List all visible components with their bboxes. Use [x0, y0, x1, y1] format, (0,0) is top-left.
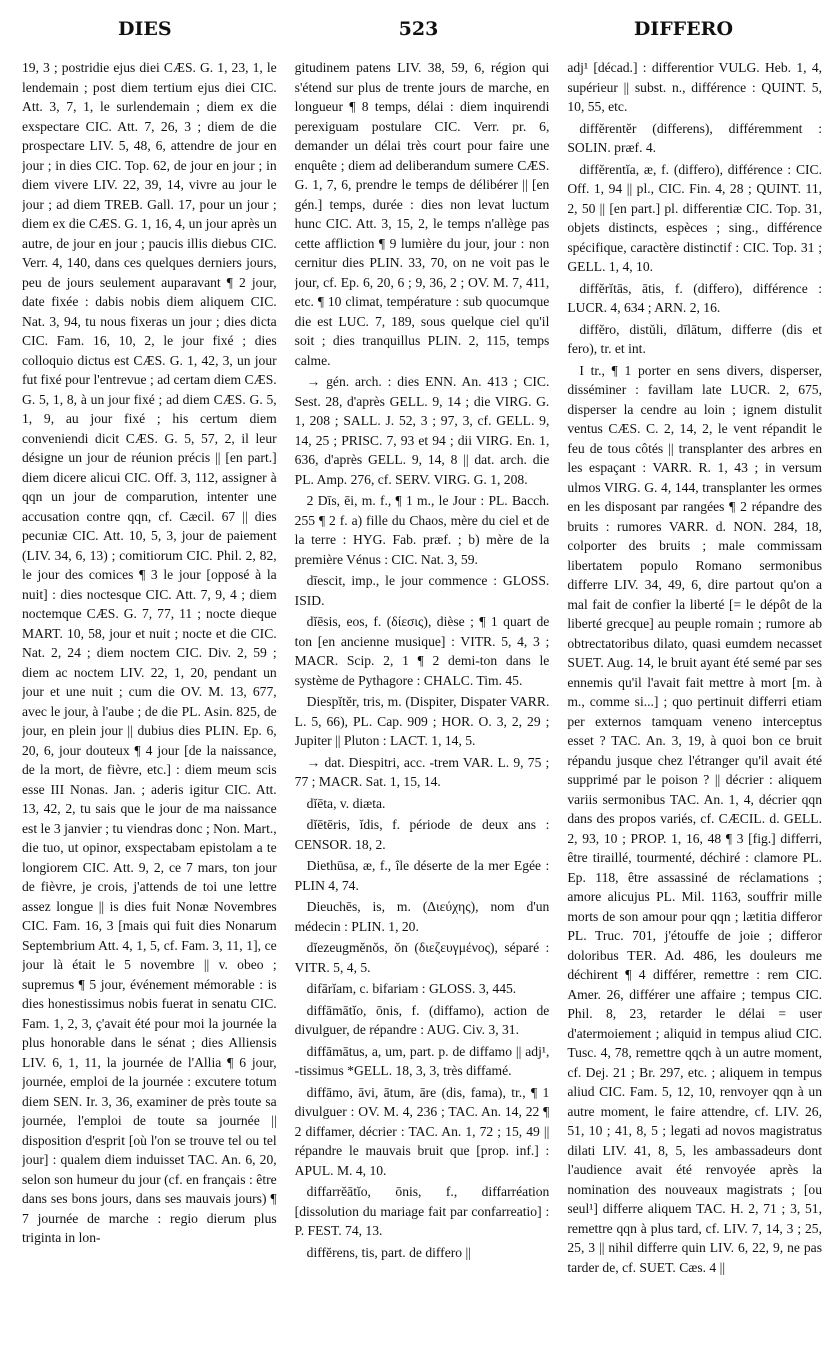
entry-dieuches: Dieuchēs, is, m. (Διεύχης), nom d'un médecin : PLIN. 1, 20. — [294, 899, 550, 934]
column-right — [567, 58, 822, 1358]
entry-differo: diffĕro, distŭli, dīlātum, differre (dis et fero), tr. et int. — [567, 321, 823, 356]
entry-dies-2: 2 Dīs, ēi, m. f., ¶ 1 m., le Jour : PL. Bacch. 255 ¶ 2 f. a) fille du Chaos, mère du ciel et de la terre : HYG. Fab. præf. ; b) mère de la première Vénus : CIC. Nat. 3, 59. — [294, 493, 550, 567]
page-number: 523 — [398, 18, 439, 40]
entry-text: → dat. Diespitri, acc. -trem VAR. L. 9, 75 ; 77 ; MACR. Sat. 1, 15, 14. — [294, 754, 550, 789]
header-right-guide-word: DIFFERO — [633, 18, 733, 40]
header-left-guide-word: DIES — [118, 18, 172, 40]
entry-text: adj¹ [décad.] : differentior VULG. Heb. 1, 4, supérieur || subst. n., différence : QUINT. 5, 10, 55, etc. — [567, 60, 823, 114]
entry-difariam: difārĭam, c. bifariam : GLOSS. 3, 445. — [306, 981, 517, 996]
entry-differens: diffĕrens, tis, part. de differo || — [306, 1244, 471, 1260]
entry-diescit: dīescit, imp., le jour commence : GLOSS. ISID. — [294, 573, 550, 608]
entry-diffarreatio: diffarrĕātĭo, ōnis, f., diffarréation [dissolution du mariage fait par confarreatio] : P. FEST. 74, 13. — [294, 1184, 550, 1238]
entry-diffamo: diffāmo, āvi, ātum, āre (dis, fama), tr., ¶ 1 divulguer : OV. M. 4, 236 ; TAC. An. 14, 22 ¶ 2 diffamer, décrier : TAC. An. 1, 72 ; 15, 49 || répandre le mauvais bruit que [prop. inf.] : APUL. M. 4, 10. — [294, 1084, 550, 1178]
running-header — [0, 18, 837, 48]
entry-diezeugmenos: dĭezeugmĕnŏs, ŏn (διεζευγμένος), séparé : VITR. 5, 4, 5. — [294, 940, 550, 975]
entry-differo-sense-i: I tr., ¶ 1 porter en sens divers, disperser, disséminer : favillam late LUCR. 2, 675, disperser la cendre au loin ; ignem distulit ventus CÆS. C. 2, 14, 2, le vent répandit le feu de tous côtés || transplanter des arbres en les espaçant : VARR. R. 1, 43 ; in versum ulmos VIRG. G. 4, 144, transplanter les ormes en les disposant par rangées ¶ 2 répandre des bruits : rumores VARR. d. NON. 284, 18, colporter des bruits ; male commissam libertatem populo Romano sermonibus differre LIV. 34, 49, 6, dire partout qu'on a mal fait de confier la liberté [= le dépôt de la liberté grecque] au peuple romain ; rumore ab obtrectatoribus dilato, quasi eumdem necasset SUET. Aug. 14, le bruit ayant été semé par ses ennemis qu'il l'avait fait mettre à mort [m. à m., comme si...] ; quo pertinuit differri etiam per externos tamquam veneno interceptus esset ? TAC. An. 3, 19, à quoi bon ce bruit répandu jusque chez l'étranger qu'il avait été supprimé par le poison ? || décrier : aliquem variis sermonibus TAC. An. 1, 4, décrier qqn dans des propos variés, cf. CÆCIL. d. GELL. 2, 93, 10 ; PROP. 1, 16, 48 ¶ 3 [fig.] differri, être tiraillé, tourmenté, déchiré : clamore PL. Ep. 118, être assassiné de réclamations ; amore alicujus PL. Mil. 1163, souffrir mille morts de son amour pour qqn ; lætitia differor PL. Truc. 701, j'étouffe de joie ; differor doloribus TER. Ad. 486, les douleurs me déchirent ¶ 4 différer, remettre : rem CIC. Amer. 26, différer une affaire ; tempus CIC. Phil. 8, 23, retarder le délai = user d'atermoiement ; aliquid in tempus aliud CIC. Tusc. 4, 78, remettre qqch à un autre moment, cf. Dej. 21 ; Br. 297, etc. ; aliquem in tempus aliud CIC. Fam. 5, 12, 10, renvoyer qqn à un autre moment, le faire attendre, cf. LIV. 26, 51, 10 ; 41, 8, 5 ; legati ad novos magistratus dilati LIV. 41, 8, 5, les ambassadeurs dont l'audience avait été renvoyée après la nomination des nouveaux magistrats ; [ou seul¹] differre aliquem TAC. H. 2, 71 ; 3, 51, remettre qqn à plus tard, cf. LIV. 7, 14, 3 ; 25, 25, 3 || nihil differre quin LIV. 6, 22, 9, ne pas tarder de, cf. SUET. Cæs. 4 || — [567, 362, 823, 1275]
entry-differenter: diffĕrentĕr (differens), différemment : SOLIN. præf. 4. — [567, 120, 823, 155]
entry-diesis: dĭēsis, eos, f. (δίεσις), dièse ; ¶ 1 quart de ton [en ancienne musique] : VITR. 5, 4, 3 ; MACR. Scip. 2, 1 ¶ 2 demi-ton dans le système de Pythagore : CHALC. Tim. 45. — [294, 614, 550, 688]
entry-text: gitudinem patens LIV. 38, 59, 6, région qui s'étend sur plus de trente jours de marche, en longueur ¶ 8 temps, délai : diem inquirendi perexiguam postulare CIC. Verr. pr. 6, demander un délai très court pour faire une enquête ; diem ad deliberandum sumere CÆS. G. 1, 7, 6, prendre le temps de délibérer || [en gén.] temps, durée : dies non levat luctum hunc CIC. Att. 3, 15, 2, le temps n'allège pas cette affliction ¶ 9 lumière du jour, jour : non cernitur dies PLIN. 33, 70, on ne voit pas le jour, cf. Ep. 6, 20, 6 ; 9, 36, 2 ; OV. M. 7, 411, etc. ¶ 10 climat, température : sub quocumque die est LUC. 7, 189, sous quelque ciel qu'il soit ; dies tranquillus PLIN. 2, 115, temps calme. — [294, 60, 550, 368]
entry-diethusa: Diethūsa, æ, f., île déserte de la mer Egée : PLIN 4, 74. — [294, 858, 550, 893]
entry-diffamatus: diffāmātus, a, um, part. p. de diffamo || adj¹, -tissimus *GELL. 18, 3, 3, très diffamé. — [294, 1043, 550, 1078]
entry-diespiter: Diespĭtĕr, tris, m. (Dispiter, Dispater VARR. L. 5, 66), PL. Cap. 909 ; HOR. O. 3, 2, 29 ; Jupiter || Pluton : LACT. 1, 14, 5. — [294, 694, 550, 748]
text-columns — [22, 58, 822, 1358]
entry-diffamatio: diffāmātĭo, ōnis, f. (diffamo), action de divulguer, de répandre : AUG. Civ. 3, 31. — [294, 1002, 550, 1037]
column-left — [22, 58, 277, 1358]
entry-dieteris: dĭētēris, ĭdis, f. période de deux ans : CENSOR. 18, 2. — [294, 817, 550, 852]
column-middle — [295, 58, 550, 1358]
entry-text: 19, 3 ; postridie ejus diei CÆS. G. 1, 23, 1, le lendemain ; post diem tertium ejus diei CIC. Att. 3, 7, 1, le surlendemain ; diem ex die exspectare CIC. Att. 7, 26, 3 ; diem de die prospectare LIV. 5, 48, 6, attendre de jour en jour ; in dies CIC. Top. 62, de jour en jour ; in diem vivere LIV. 22, 39, 14, vivre au jour le jour ; ad diem TREB. Gall. 17, pour un jour ; diem ex die CÆS. G. 1, 16, 4, un jour après un autre, de jour en jour ; paucis illis diebus CIC. Verr. 4, 140, dans ces quelques derniers jours, peu de jours seulement auparavant ¶ 2 jour, date fixée : dabis nobis diem aliquem CIC. Nat. 3, 94, tu nous fixeras un jour ; dies dicta CIC. Fam. 16, 10, 2, le jour fixé ; dies colloquio dictus est CÆS. G. 1, 42, 3, un jour fut fixé pour l'entrevue ; ad certam diem CÆS. G. 5, 1, 8, à un jour fixé ; ad diem CÆS. G. 5, 1, 9, au jour fixé ; his certum diem conveniendi dicit CÆS. G. 5, 57, 2, il leur désigne un jour de réunion précis || [en part.] diem dicere alicui CIC. Off. 3, 112, assigner à qqn un jour de comparution, intenter une accusation contre qqn, cf. Cæcil. 67 || dies pecuniæ CIC. Att. 10, 5, 3, jour de paiement (LIV. 34, 6, 13) ; comitiorum CIC. Phil. 2, 82, le jour des comices ¶ 3 le jour [opposé à la nuit] : dies noctesque CIC. Att. 7, 9, 4 ; diem noctemque CÆS. G. 7, 77, 11 ; nocte dieque MART. 10, 58, jour et nuit ; nocte et die CIC. Nat. 2, 24 ; diem noctem CIC. Div. 2, 59 ; diem ac noctem LIV. 22, 1, 20, pendant un jour et une nuit ; cum die OV. M. 13, 677, avec le jour, à l'aube ; de die PL. Asin. 825, de jour, en plein jour || dubius dies PLIN. Ep. 6, 20, 6, jour douteux ¶ 4 jour [de la naissance, de la mort, de fièvre, etc.] : diem meum scis esse III Nonas. Jan. ; aderis igitur CIC. Att. 13, 42, 2, tu sais que le jour de ma naissance est le 3 janvier ; tu viendras donc ; Non. Mart., die tuo, ut opinor, exspectabam epistolam a te longiorem CIC. Att. 9, 2, ce 7 mars, ton jour de fièvre, je crois, j'attends de toi une lettre assez longue || is dies fuit Nonæ Novembres CIC. Fam. 16, 3 [mais qui fuit dies Nonarum Septembrium Att. 4, 1, 5, cf. Fam. 3, 11, 1], ce jour là était le 5 novembre || v. obeo ; supremus ¶ 5 jour, événement mémorable : is dies honestissimus nobis fuerat in senatu CIC. Fam. 1, 2, 3, ç'avait été pour moi la journée la plus honorable dans le sénat ; dies Alliensis LIV. 6, 1, 11, la journée de l'Allia ¶ 6 jour, journée, emploi de la journée : excutere totum diem SEN. Ir. 3, 36, examiner de près toute sa journée, l'emploi de toute sa journée || disposition d'esprit [où l'on se trouve tel ou tel jour] : qualem diem induisset TAC. An. 6, 20, selon son humeur du jour (cf. en français : être dans ses bons jours, dans ses mauvais jours) ¶ 7 journée de marche : regio dierum plus triginta in lon- — [22, 60, 277, 1245]
entry-differitas: diffĕrĭtās, ātis, f. (differo), différence : LUCR. 4, 634 ; ARN. 2, 16. — [567, 280, 823, 315]
entry-text: → gén. arch. : dies ENN. An. 413 ; CIC. Sest. 28, d'après GELL. 9, 14 ; die VIRG. G. 1, 208 ; SALL. J. 52, 3 ; 97, 3, cf. GELL. 9, 14, 25 ; PRISC. 7, 93 et 94 ; dii VIRG. En. 1, 636, d'après GELL. 9, 14, 8 || dat. arch. die PL. Amp. 276, cf. SERV. VIRG. G. 1, 208. — [294, 374, 550, 487]
entry-differentia: diffĕrentĭa, æ, f. (differo), différence : CIC. Off. 1, 94 || pl., CIC. Fin. 4, 28 ; QUINT. 11, 2, 50 || [en part.] pl. differentiæ CIC. Top. 31, objets distincts, espèces ; sing., différence spécifique, caractère distinctif : CIC. Top. 31 ; GELL. 1, 4, 10. — [567, 161, 823, 274]
entry-dieta: dĭēta, v. diæta. — [306, 795, 386, 811]
